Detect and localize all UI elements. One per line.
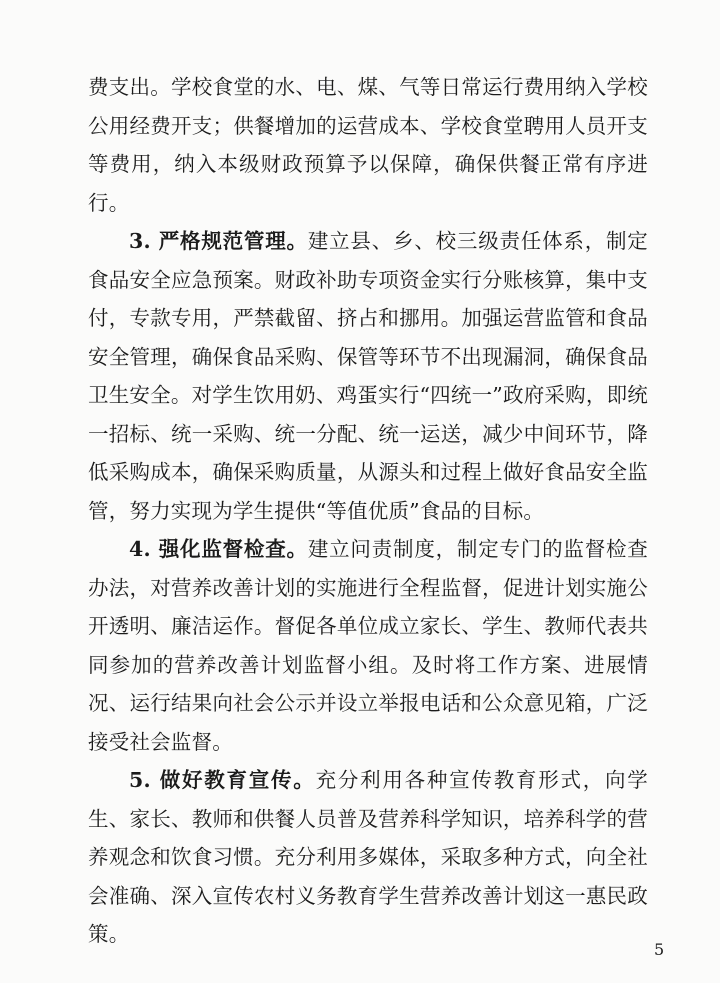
page-number: 5: [654, 940, 665, 959]
paragraph-3-heading: 4. 强化监督检查。: [129, 537, 308, 561]
paragraph-2-text: 建立县、乡、校三级责任体系，制定食品安全应急预案。财政补助专项资金实行分账核算，集中支付，专款专用，严禁截留、挤占和挪用。加强运营监管和食品安全管理，确保食品采购、保管等环节不出现漏洞，确保食品卫生安全。对学生饮用奶、鸡蛋实行“四统一”政府采购，即统一招标、统一采购、统一分配、统一运送，减少中间环节，降低采购成本，确保采购质量，从源头和过程上做好食品安全监管，努力实现为学生提供“等值优质”食品的目标。: [88, 229, 648, 523]
paragraph-1: [88, 68, 648, 222]
paragraph-4-heading: 5. 做好教育宣传。: [129, 768, 316, 792]
paragraph-3: [88, 530, 648, 761]
paragraph-2: [88, 222, 648, 530]
document-body: [88, 68, 648, 954]
paragraph-1-text: 费支出。学校食堂的水、电、煤、气等日常运行费用纳入学校公用经费开支；供餐增加的运营成本、学校食堂聘用人员开支等费用，纳入本级财政预算予以保障，确保供餐正常有序进行。: [88, 75, 648, 215]
paragraph-4: [88, 761, 648, 954]
paragraph-2-heading: 3. 严格规范管理。: [129, 229, 308, 253]
paragraph-4-text: 充分利用各种宣传教育形式，向学生、家长、教师和供餐人员普及营养科学知识，培养科学的营养观念和饮食习惯。充分利用多媒体，采取多种方式，向全社会准确、深入宣传农村义务教育学生营养改善计划这一惠民政策。: [88, 768, 649, 946]
paragraph-3-text: 建立问责制度，制定专门的监督检查办法，对营养改善计划的实施进行全程监督，促进计划实施公开透明、廉洁运作。督促各单位成立家长、学生、教师代表共同参加的营养改善计划监督小组。及时将工作方案、进展情况、运行结果向社会公示并设立举报电话和公众意见箱，广泛接受社会监督。: [88, 537, 648, 754]
